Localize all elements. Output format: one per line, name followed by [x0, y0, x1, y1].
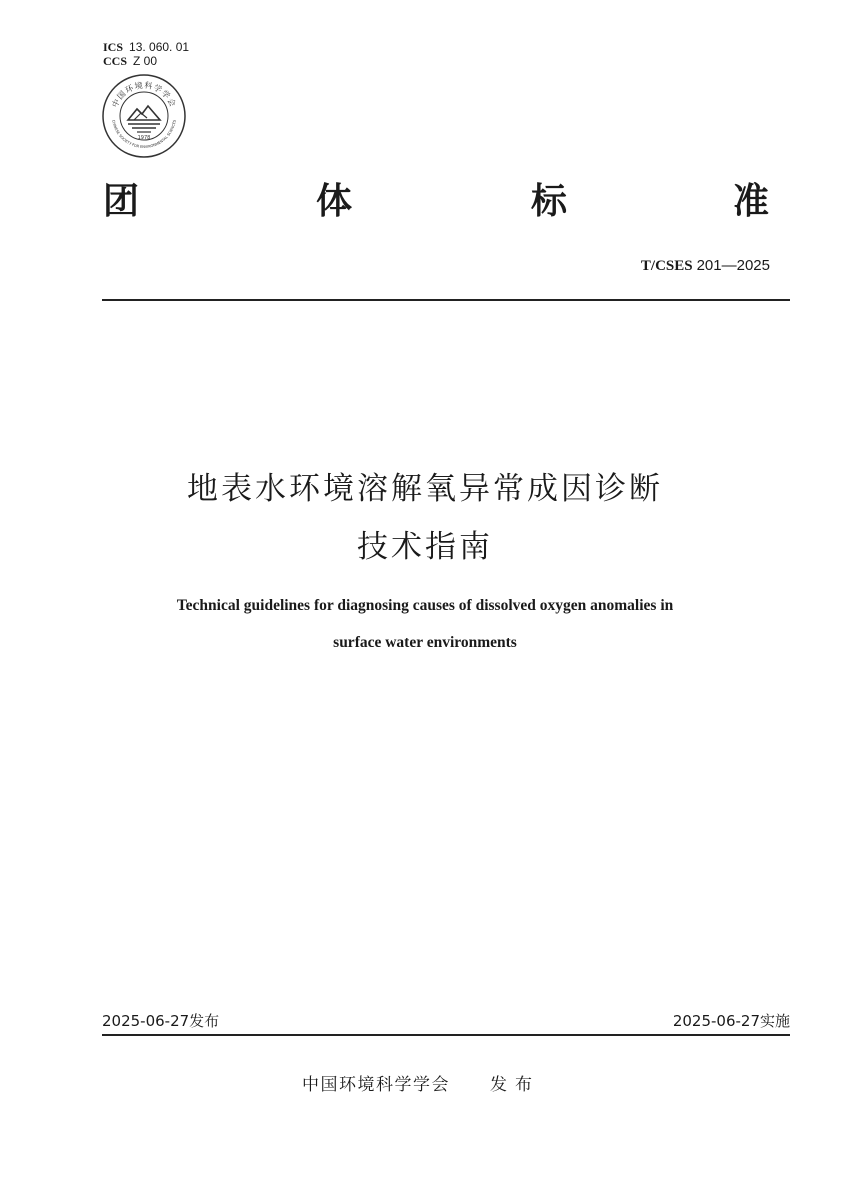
classification-codes	[103, 40, 189, 68]
issue-date: 2025-06-27发布	[102, 1012, 220, 1030]
logo-org-en: CHINESE SOCIETY FOR ENVIRONMENTAL SCIENCES	[111, 119, 177, 150]
standard-number-prefix: T/CSES	[640, 258, 693, 274]
standard-type-char-1: 团	[103, 181, 140, 222]
svg-text:中国环境科学学会	[110, 80, 179, 109]
ics-label: ICS	[103, 40, 124, 54]
english-title-line-1: Technical guidelines for diagnosing causes of dissolved oxygen anomalies in	[176, 597, 674, 614]
ics-value: 13. 060. 01	[129, 40, 190, 54]
publisher-action: 发布	[490, 1075, 540, 1095]
ccs-value: Z 00	[133, 54, 158, 68]
header-divider	[102, 299, 790, 301]
standard-number-value: 201—2025	[696, 257, 770, 274]
footer-divider	[102, 1034, 790, 1036]
publisher-line	[302, 1070, 540, 1095]
ccs-code	[103, 54, 189, 68]
logo-year: 1978	[137, 135, 151, 141]
standard-type-char-2: 体	[316, 181, 353, 222]
standard-number	[641, 256, 770, 275]
standard-type-heading	[103, 178, 790, 226]
ccs-label: CCS	[103, 54, 128, 68]
document-title-line-2: 技术指南	[357, 529, 493, 565]
logo-org-cn: 中国环境科学学会	[110, 80, 178, 109]
english-title-line-2: surface water environments	[333, 634, 517, 651]
standard-type-char-3: 标	[531, 181, 568, 222]
ics-code	[103, 40, 189, 54]
date-row	[102, 1010, 790, 1032]
society-logo	[101, 73, 187, 159]
standard-type-char-4: 准	[733, 181, 770, 222]
implementation-date: 2025-06-27实施	[672, 1012, 790, 1030]
document-title-line-1: 地表水环境溶解氧异常成因诊断	[187, 471, 663, 507]
publisher-name: 中国环境科学学会	[302, 1075, 450, 1095]
